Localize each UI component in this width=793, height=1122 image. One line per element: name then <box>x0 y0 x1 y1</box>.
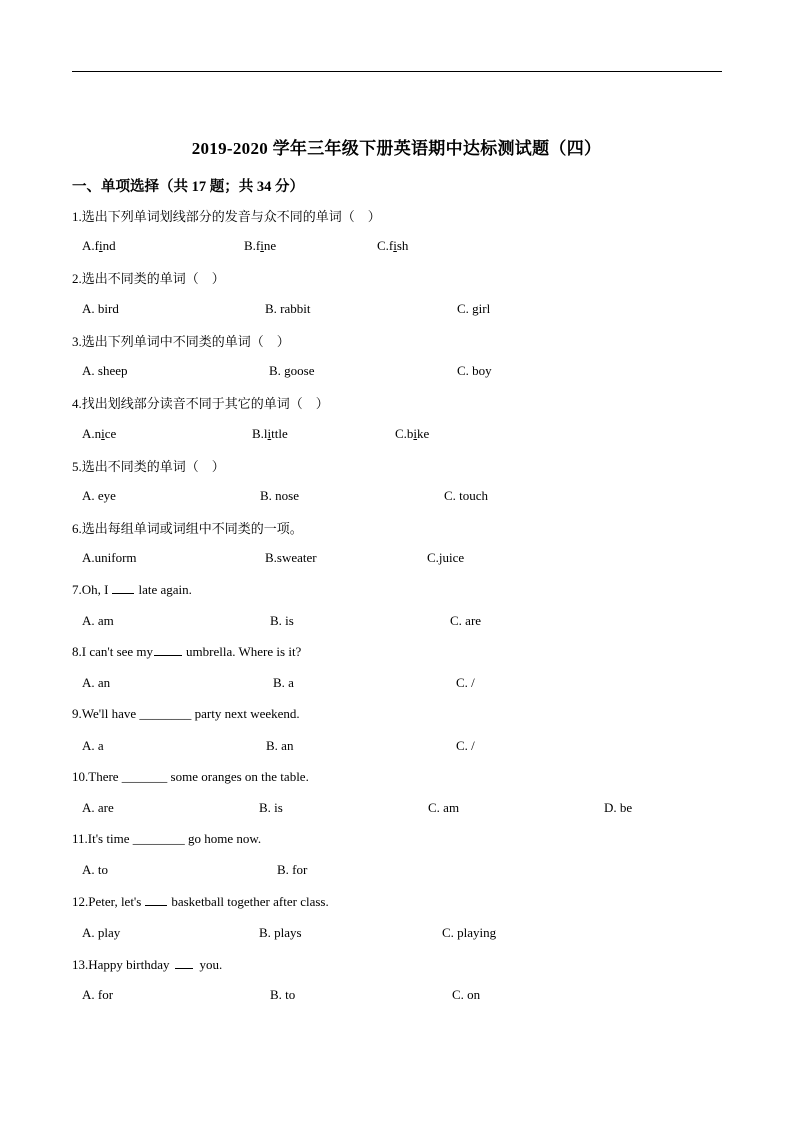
question-6-option-c: C.juice <box>427 550 465 565</box>
question-5-stem: 5.选出不同类的单词（ ） <box>72 459 225 474</box>
question-6-option-a: A.uniform <box>82 550 137 565</box>
question-3-option-b: B. goose <box>269 363 315 378</box>
question-10-option-b: B. is <box>259 800 283 815</box>
question-7-option-c: C. are <box>450 613 482 628</box>
question-9-option-b: B. an <box>266 738 294 753</box>
question-4-option-b: B.little <box>252 426 288 441</box>
question-7-option-a: A. am <box>82 613 114 628</box>
question-6-stem: 6.选出每组单词或词组中不同类的一项。 <box>72 521 303 536</box>
question-11-stem: 11.It's time ________ go home now. <box>72 831 262 846</box>
question-3-option-a: A. sheep <box>82 363 128 378</box>
question-12-option-b: B. plays <box>259 925 302 940</box>
question-4-option-a: A.nice <box>82 426 117 441</box>
question-8-option-b: B. a <box>273 675 294 690</box>
question-10-option-d: D. be <box>604 800 633 815</box>
question-4-stem: 4.找出划线部分读音不同于其它的单词（ ） <box>72 396 329 411</box>
question-2-option-b: B. rabbit <box>265 301 311 316</box>
question-2-option-c: C. girl <box>457 301 491 316</box>
question-13-option-c: C. on <box>452 987 481 1002</box>
question-12-stem: 12.Peter, let's basketball together after class. <box>72 894 329 909</box>
question-9-stem: 9.We'll have ________ party next weekend. <box>72 706 300 721</box>
question-10-option-a: A. are <box>82 800 114 815</box>
page-title: 2019-2020 学年三年级下册英语期中达标测试题（四） <box>191 139 602 158</box>
question-5-option-a: A. eye <box>82 488 116 503</box>
question-6-option-b: B.sweater <box>265 550 317 565</box>
question-10-stem: 10.There _______ some oranges on the table. <box>72 769 309 784</box>
question-8-stem: 8.I can't see my umbrella. Where is it? <box>72 644 302 659</box>
question-2-option-a: A. bird <box>82 301 119 316</box>
answer-blank <box>154 644 182 656</box>
question-11-option-b: B. for <box>277 862 308 877</box>
question-9-option-a: A. a <box>82 738 104 753</box>
question-1-stem: 1.选出下列单词划线部分的发音与众不同的单词（ ） <box>72 209 381 224</box>
question-3-option-c: C. boy <box>457 363 492 378</box>
question-4-option-c: C.bike <box>395 426 430 441</box>
answer-blank <box>175 957 193 969</box>
question-2-stem: 2.选出不同类的单词（ ） <box>72 271 225 286</box>
question-8-option-c: C. / <box>456 675 475 690</box>
question-10-option-c: C. am <box>428 800 460 815</box>
question-12-option-c: C. playing <box>442 925 497 940</box>
answer-blank <box>112 582 134 594</box>
question-11-option-a: A. to <box>82 862 108 877</box>
question-5-option-c: C. touch <box>444 488 489 503</box>
question-7-option-b: B. is <box>270 613 294 628</box>
question-13-stem: 13.Happy birthday you. <box>72 957 223 972</box>
header-rule <box>72 71 722 72</box>
question-1-option-b: B.fine <box>244 238 277 253</box>
section-heading: 一、单项选择（共 17 题；共 34 分） <box>72 179 304 195</box>
question-3-stem: 3.选出下列单词中不同类的单词（ ） <box>72 334 290 349</box>
question-12-option-a: A. play <box>82 925 121 940</box>
question-13-option-b: B. to <box>270 987 296 1002</box>
question-1-option-c: C.fish <box>377 238 409 253</box>
question-7-stem: 7.Oh, I late again. <box>72 582 192 597</box>
question-13-option-a: A. for <box>82 987 114 1002</box>
answer-blank <box>145 894 167 906</box>
question-9-option-c: C. / <box>456 738 475 753</box>
question-5-option-b: B. nose <box>260 488 299 503</box>
question-8-option-a: A. an <box>82 675 111 690</box>
question-1-option-a: A.find <box>82 238 116 253</box>
